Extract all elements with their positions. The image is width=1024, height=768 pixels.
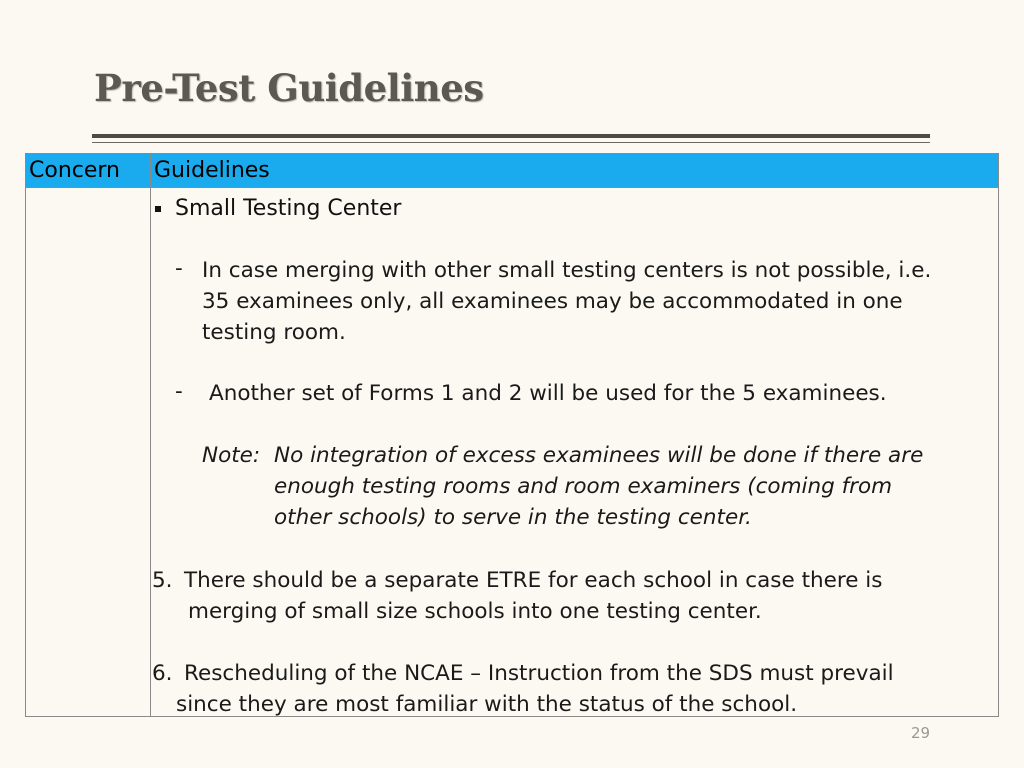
- note-line: enough testing rooms and room examiners (coming from: [274, 474, 893, 499]
- note-label: Note:: [202, 443, 261, 468]
- page-number: 29: [911, 724, 931, 742]
- item5-line: There should be a separate ETRE for each school in case there is: [184, 568, 883, 593]
- dash2-line: Another set of Forms 1 and 2 will be used for the 5 examinees.: [209, 381, 887, 406]
- dash1-line: In case merging with other small testing centers is not possible, i.e.: [202, 258, 932, 283]
- item6-line: Rescheduling of the NCAE – Instruction from the SDS must prevail: [184, 661, 894, 686]
- title-divider-thick: [92, 134, 930, 138]
- column-header-guidelines: Guidelines: [151, 154, 999, 188]
- dash-marker: -: [175, 379, 183, 404]
- title-divider-thin: [92, 142, 930, 143]
- bullet-heading: Small Testing Center: [175, 196, 402, 221]
- item-number: 5.: [152, 568, 173, 593]
- concern-cell: [26, 188, 151, 717]
- dash-marker: -: [175, 256, 183, 281]
- square-bullet-icon: [155, 206, 161, 212]
- note-line: other schools) to serve in the testing center.: [274, 505, 752, 530]
- slide-title: Pre-Test Guidelines: [94, 66, 484, 110]
- note-line: No integration of excess examinees will be done if there are: [274, 443, 924, 468]
- item6-line: since they are most familiar with the status of the school.: [176, 692, 798, 717]
- column-header-concern: Concern: [26, 154, 151, 188]
- table-row: [26, 188, 999, 717]
- item-number: 6.: [152, 661, 173, 686]
- table-header-row: [26, 154, 999, 188]
- dash1-line: 35 examinees only, all examinees may be accommodated in one: [202, 289, 903, 314]
- item5-line: merging of small size schools into one testing center.: [188, 599, 762, 624]
- dash1-line: testing room.: [202, 320, 346, 345]
- guidelines-cell: [151, 188, 999, 717]
- guidelines-table: [25, 153, 999, 717]
